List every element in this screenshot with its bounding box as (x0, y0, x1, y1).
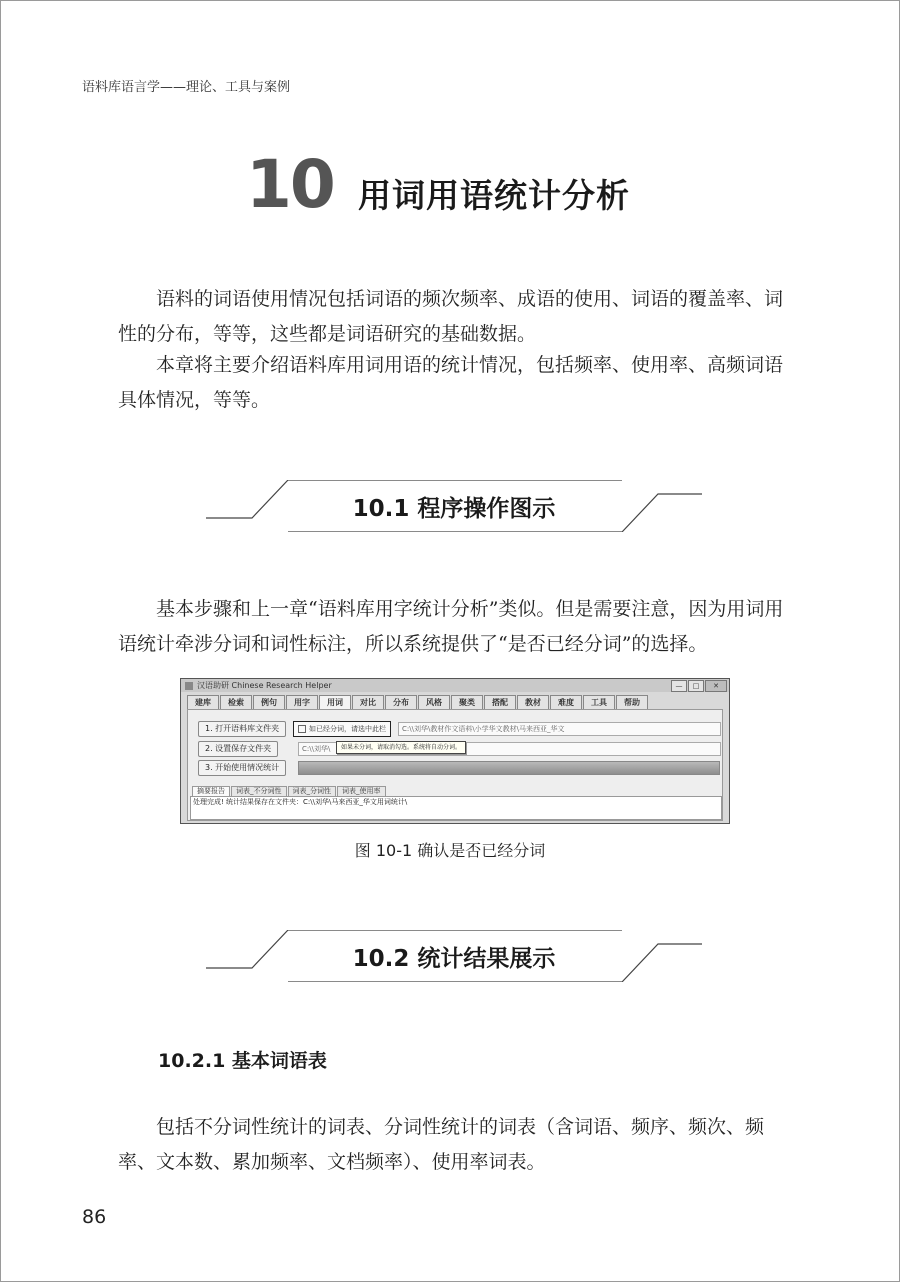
intro-paragraph-1: 语料的词语使用情况包括词语的频次频率、成语的使用、词语的覆盖率、词性的分布，等等，这些都是词语研究的基础数据。 (118, 288, 784, 345)
tab-help[interactable]: 帮助 (616, 695, 648, 709)
tab-tools[interactable]: 工具 (583, 695, 615, 709)
minimize-button[interactable]: — (671, 680, 687, 692)
checkbox-box[interactable] (298, 725, 306, 733)
tab-build[interactable]: 建库 (187, 695, 219, 709)
close-button[interactable]: ✕ (705, 680, 727, 692)
maximize-button[interactable]: □ (688, 680, 704, 692)
tab-characters[interactable]: 用字 (286, 695, 318, 709)
section-banner-1 (206, 480, 702, 532)
running-head: 语料库语言学——理论、工具与案例 (82, 80, 291, 95)
open-corpus-folder-button[interactable]: 1. 打开语料库文件夹 (198, 721, 286, 737)
tab-cluster[interactable]: 聚类 (451, 695, 483, 709)
save-path-input[interactable]: C:\\刘华\ (298, 742, 721, 756)
chapter-title: 用词用语统计分析 (358, 176, 630, 215)
page-number: 86 (82, 1206, 107, 1228)
start-statistics-button[interactable]: 3. 开始使用情况统计 (198, 760, 286, 776)
program-screenshot (180, 678, 730, 824)
checkbox-label: 如已经分词，请选中此栏 (309, 725, 386, 733)
subsection-title: 10.2.1 基本词语表 (158, 1050, 327, 1072)
tab-distribution[interactable]: 分布 (385, 695, 417, 709)
tab-difficulty[interactable]: 难度 (550, 695, 582, 709)
tab-style[interactable]: 风格 (418, 695, 450, 709)
subsection-paragraph: 包括不分词性统计的词表、分词性统计的词表（含词语、频序、频次、频率、文本数、累加频率、文档频率）、使用率词表。 (118, 1116, 765, 1173)
report-output[interactable]: 处理完成! 统计结果保存在文件夹：C:\\刘华\马来西亚_华文用词统计\ (190, 796, 722, 820)
main-tab-bar (187, 695, 723, 709)
tab-wordlist-pos[interactable]: 词表_分词性 (288, 786, 337, 796)
tab-wordlist-no-pos[interactable]: 词表_不分词性 (231, 786, 287, 796)
window-title: 汉语助研 Chinese Research Helper (197, 681, 332, 690)
tab-examples[interactable]: 例句 (253, 695, 285, 709)
result-tab-bar (192, 786, 387, 796)
intro-paragraph-2: 本章将主要介绍语料库用词用语的统计情况，包括频率、使用率、高频词语具体情况，等等。 (118, 354, 784, 411)
set-save-folder-button[interactable]: 2. 设置保存文件夹 (198, 741, 278, 757)
progress-bar (298, 761, 720, 775)
section-title: 10.1 程序操作图示 (352, 496, 556, 522)
words-panel (187, 709, 723, 821)
chapter-number: 10 (246, 146, 334, 223)
section-banner-2 (206, 930, 702, 982)
already-segmented-checkbox[interactable] (293, 721, 391, 737)
tab-textbook[interactable]: 教材 (517, 695, 549, 709)
app-icon (185, 682, 193, 690)
section-title: 10.2 统计结果展示 (352, 946, 556, 972)
tab-compare[interactable]: 对比 (352, 695, 384, 709)
tab-search[interactable]: 检索 (220, 695, 252, 709)
tab-summary-report[interactable]: 摘要报告 (192, 786, 230, 796)
tab-collocation[interactable]: 搭配 (484, 695, 516, 709)
tab-words[interactable]: 用词 (319, 695, 351, 710)
window-title-bar (181, 679, 729, 692)
section1-paragraph: 基本步骤和上一章“语料库用字统计分析”类似。但是需要注意，因为用词用语统计牵涉分词和词性标注，所以系统提供了“是否已经分词”的选择。 (118, 598, 784, 655)
figure-caption: 图 10-1 确认是否已经分词 (354, 841, 546, 860)
tab-wordlist-usage[interactable]: 词表_使用率 (337, 786, 386, 796)
tooltip: 如果未分词，请取消勾选。系统将自动分词。 (336, 741, 466, 754)
corpus-path-input[interactable]: C:\\刘华\教材作文语料\小学华文教材\马来西亚_华文 (398, 722, 721, 736)
